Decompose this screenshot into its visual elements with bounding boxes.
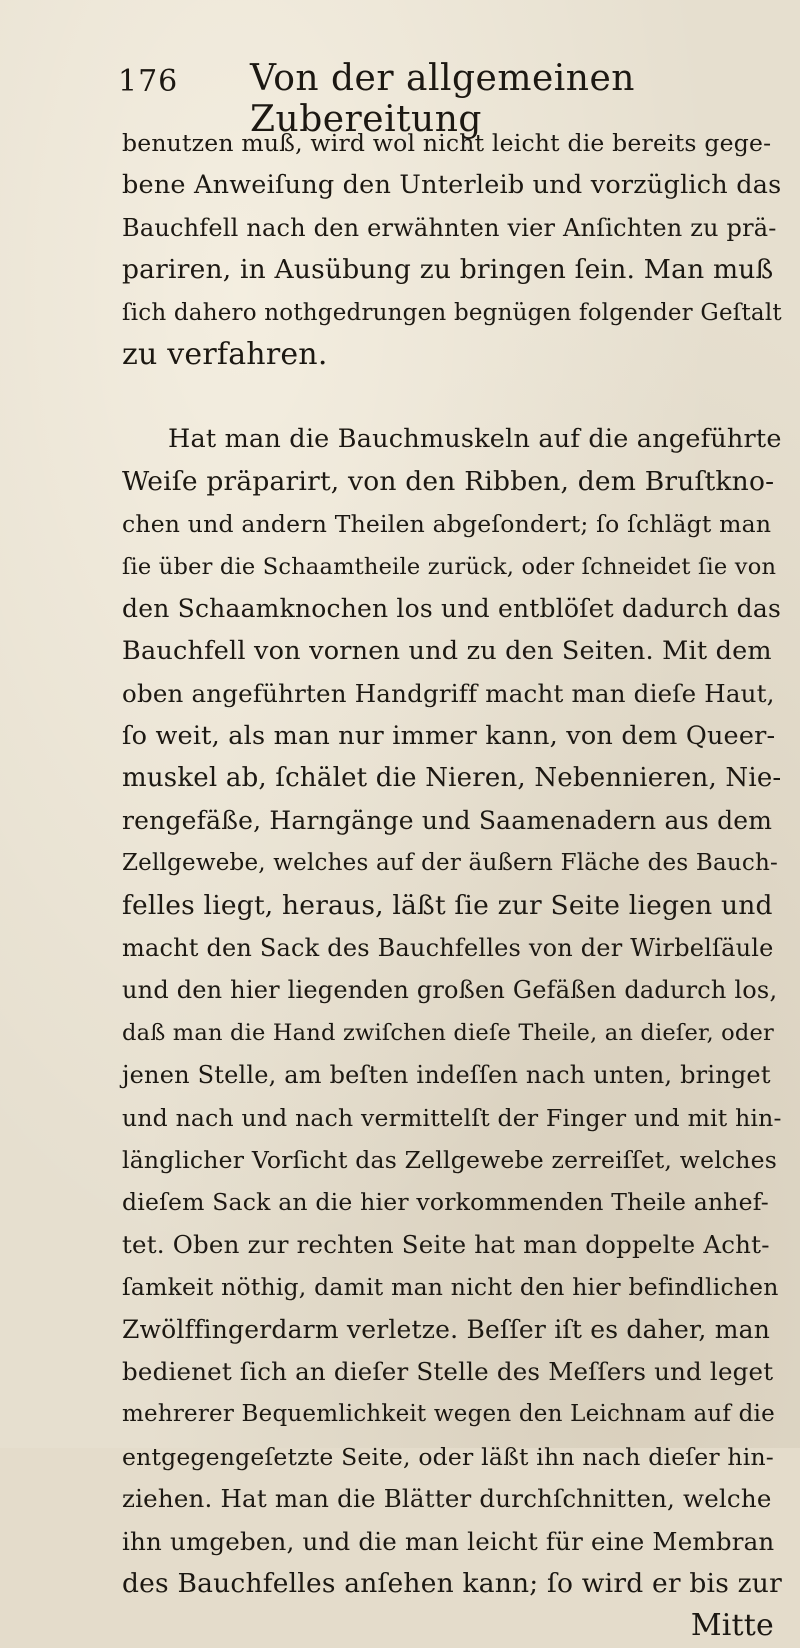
text-line: entgegengeſetzte Seite, oder läßt ihn nach dieſer hin-	[122, 1442, 774, 1471]
text-line: länglicher Vorſicht das Zellgewebe zerreiſſet, welches	[122, 1145, 777, 1174]
body-text	[122, 122, 782, 1648]
text-line: ſie über die Schaamtheile zurück, oder ſchneidet ſie von	[122, 553, 777, 580]
text-line: chen und andern Theilen abgeſondert; ſo ſchlägt man	[122, 510, 772, 539]
text-line: macht den Sack des Bauchfelles von der Wirbelſäule	[122, 934, 774, 963]
running-title: Von der allgemeinen Zubereitung	[250, 58, 635, 140]
text-line: und den hier liegenden großen Gefäßen dadurch los,	[122, 976, 778, 1005]
text-line: Bauchfell von vornen und zu den Seiten. Mit dem	[122, 636, 772, 667]
text-line: zu verfahren.	[122, 336, 328, 372]
text-line: Zellgewebe, welches auf der äußern Fläche des Bauch-	[122, 850, 778, 877]
text-line: ſamkeit nöthig, damit man nicht den hier befindlichen	[122, 1273, 779, 1302]
text-line: ziehen. Hat man die Blätter durchſchnitten, welche	[122, 1484, 772, 1514]
text-line: muskel ab, ſchälet die Nieren, Nebennieren, Nie-	[122, 763, 782, 794]
text-line: ſich dahero nothgedrungen begnügen folgender Geſtalt	[122, 299, 782, 326]
paragraph-2	[122, 418, 782, 1605]
text-line: oben angeführten Handgriff macht man dieſe Haut,	[122, 678, 775, 708]
text-line: daß man die Hand zwiſchen dieſe Theile, an dieſer, oder	[122, 1019, 774, 1046]
paragraph-1	[122, 122, 782, 376]
text-line: Zwölffingerdarm verletze. Beſſer iſt es daher, man	[122, 1314, 771, 1344]
text-line: bene Anweiſung den Unterleib und vorzüglich das	[122, 170, 782, 201]
text-line: bedienet ſich an dieſer Stelle des Meſſers und leget	[122, 1356, 774, 1386]
text-line: tet. Oben zur rechten Seite hat man doppelte Acht-	[122, 1229, 770, 1259]
text-line: den Schaamknochen los und entblöſet dadurch das	[122, 593, 781, 623]
text-line: Bauchfell nach den erwähnten vier Anſichten zu prä-	[122, 213, 777, 242]
text-line: dieſem Sack an die hier vorkommenden Theile anhef-	[122, 1188, 769, 1217]
text-line: rengefäße, Harngänge und Saamenadern aus dem	[122, 805, 773, 835]
text-line: mehrerer Bequemlichkeit wegen den Leichnam auf die	[122, 1401, 775, 1428]
page-header	[118, 58, 738, 140]
text-line: felles liegt, heraus, läßt ſie zur Seite liegen und	[122, 889, 773, 921]
text-line: Hat man die Bauchmuskeln auf die angeführte	[168, 424, 782, 455]
paragraph-gap	[122, 376, 782, 418]
text-line: Weiſe präparirt, von den Ribben, dem Bruſtkno-	[122, 465, 775, 497]
text-line: ſo weit, als man nur immer kann, von dem Queer-	[122, 721, 776, 752]
text-line: und nach und nach vermittelſt der Finger und mit hin-	[122, 1103, 782, 1132]
text-line: benutzen muß, wird wol nicht leicht die bereits gege-	[122, 129, 772, 157]
text-line: ihn umgeben, und die man leicht für eine Membran	[122, 1526, 775, 1556]
text-line: jenen Stelle, am beſten indeſſen nach unten, bringet	[122, 1061, 771, 1090]
text-line: pariren, in Ausübung zu bringen ſein. Man muß	[122, 254, 774, 286]
text-line: des Bauchfelles anſehen kann; ſo wird er bis zur	[122, 1567, 782, 1599]
catchword: Mitte	[690, 1608, 774, 1644]
page-number: 176	[118, 64, 179, 99]
